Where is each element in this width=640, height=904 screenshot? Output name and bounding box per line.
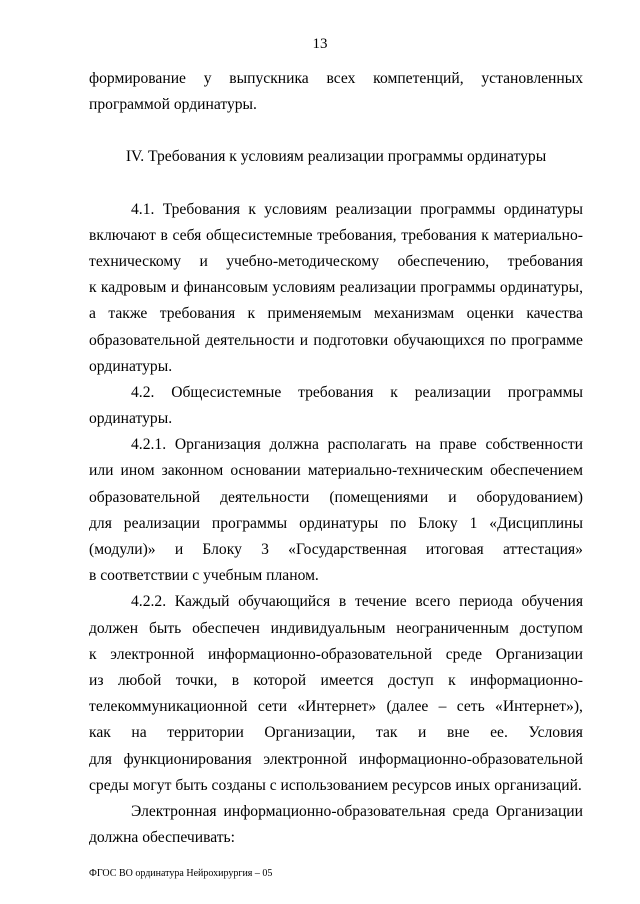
line-text: программой ординатуры.	[89, 96, 257, 114]
word: 1	[469, 514, 478, 532]
line-text: IV. Требования к условиям реализации программы ординатуры	[125, 148, 547, 166]
word: и	[170, 279, 180, 297]
word: обучающийся	[238, 593, 331, 611]
word: механизмам	[373, 305, 455, 323]
word: Организации	[495, 645, 583, 663]
word: ординатуры	[299, 514, 379, 532]
word: должна	[269, 436, 319, 454]
word: телекоммуникационной	[89, 698, 248, 716]
word: программы	[420, 200, 496, 218]
text-line	[89, 354, 583, 380]
text-line	[89, 616, 583, 642]
word: к	[481, 226, 489, 244]
word: всего	[415, 593, 451, 611]
word: обучающихся	[393, 331, 485, 349]
word: Электронная	[131, 802, 217, 820]
text-line	[89, 328, 583, 354]
word: программы	[420, 279, 496, 297]
text-line	[89, 458, 583, 484]
word: ином	[120, 462, 155, 480]
text-line	[89, 249, 583, 275]
word: течение	[354, 593, 407, 611]
word: 4.1.	[131, 200, 155, 218]
word: –	[438, 698, 447, 716]
word: по	[390, 514, 407, 532]
word: так	[375, 724, 398, 742]
text-line	[89, 380, 583, 406]
word: обеспечению,	[397, 252, 490, 270]
line-text: ординатуры.	[89, 410, 173, 428]
word: включают	[89, 226, 156, 244]
text-line	[89, 720, 583, 746]
text-line	[89, 668, 583, 694]
word: требования	[401, 226, 477, 244]
word: и	[418, 724, 427, 742]
text-line	[89, 642, 583, 668]
text-line	[89, 301, 583, 327]
word: для	[89, 750, 112, 768]
word: Организации	[495, 802, 583, 820]
paragraph-gap	[89, 118, 583, 144]
word: должен	[89, 619, 139, 637]
word: требования	[507, 252, 583, 270]
word: деятельности	[205, 331, 295, 349]
text-line	[89, 144, 583, 170]
word: требования	[159, 305, 236, 323]
footer-text: ФГОС ВО ординатура Нейрохирургия – 05	[89, 868, 273, 879]
word: Организации,	[264, 724, 356, 742]
word: в	[231, 671, 240, 689]
word: точки,	[175, 671, 218, 689]
word: по	[489, 331, 506, 349]
word: вне	[446, 724, 470, 742]
line-text: среды могут быть созданы с использованием ресурсов иных организаций.	[89, 776, 582, 794]
word: реализации	[339, 279, 416, 297]
text-line	[89, 485, 583, 511]
word: формирование	[89, 70, 186, 87]
word: реализации	[123, 514, 200, 532]
word: образовательной	[89, 331, 201, 349]
text-line	[89, 747, 583, 773]
word: подготовки	[313, 331, 389, 349]
word: в	[338, 593, 347, 611]
page-number: 13	[312, 36, 328, 52]
word: информационно-	[469, 671, 583, 689]
word: также	[108, 305, 148, 323]
word: к	[89, 279, 97, 297]
word: информационно-образовательная	[223, 802, 446, 820]
text-line	[89, 511, 583, 537]
word: и	[199, 252, 208, 270]
word: обеспечен	[192, 619, 260, 637]
word: Блоку	[418, 514, 458, 532]
text-line	[89, 275, 583, 301]
word: ординатуры	[503, 200, 583, 218]
word: компетенций,	[373, 70, 464, 87]
word: к	[247, 305, 256, 323]
text-line	[89, 825, 583, 851]
document-body	[89, 66, 583, 851]
word: функционирования	[123, 750, 252, 768]
word: доступ	[387, 671, 434, 689]
word: индивидуальным	[270, 619, 386, 637]
word: 4.2.2.	[131, 593, 167, 611]
word: Организация	[174, 436, 261, 454]
word: к	[248, 200, 256, 218]
word: неограниченным	[396, 619, 509, 637]
word: на	[131, 724, 147, 742]
word: периода	[459, 593, 513, 611]
word: Блоку	[202, 541, 242, 558]
word: программе	[511, 331, 583, 349]
section-heading	[89, 144, 583, 170]
word: «Интернет»),	[495, 698, 583, 716]
paragraph-gap	[89, 171, 583, 197]
text-line	[89, 92, 583, 118]
word: Общесистемные	[171, 383, 282, 401]
word: к	[448, 671, 456, 689]
paragraph	[89, 66, 583, 118]
word: информационно-образовательной	[207, 645, 433, 663]
word: (далее	[386, 698, 429, 716]
word: «Дисциплины	[489, 514, 583, 532]
word: материально-техническим	[307, 462, 484, 480]
text-line	[89, 563, 583, 589]
word: требования,	[317, 226, 397, 244]
word: учебно-методическому	[226, 252, 380, 270]
word: 4.2.1.	[131, 436, 167, 454]
word: (модули)»	[89, 541, 156, 558]
word: Каждый	[174, 593, 230, 611]
word: в	[160, 226, 168, 244]
word: оборудованием)	[476, 488, 583, 506]
word: общесистемные	[205, 226, 313, 244]
word: а	[89, 305, 96, 323]
word: Требования	[162, 200, 241, 218]
line-text: ординатуры.	[89, 357, 173, 375]
word: быть	[148, 619, 182, 637]
line-text: должна обеспечивать:	[89, 829, 236, 847]
paragraph	[89, 197, 583, 380]
word: из	[89, 671, 104, 689]
word: реализации	[335, 200, 412, 218]
word: 4.2.	[131, 383, 155, 401]
word: и	[299, 331, 309, 349]
word: применяемым	[267, 305, 362, 323]
word: доступом	[519, 619, 583, 637]
word: «Государственная	[288, 541, 407, 558]
word: законном	[161, 462, 224, 480]
word: аттестация»	[502, 541, 583, 558]
word: или	[89, 462, 114, 480]
word: выпускника	[229, 70, 309, 87]
word: территории	[167, 724, 244, 742]
text-line	[89, 773, 583, 799]
word: техническому	[89, 252, 182, 270]
paragraph	[89, 432, 583, 589]
word: оценки	[466, 305, 514, 323]
word: любой	[117, 671, 162, 689]
text-line	[89, 799, 583, 825]
word: реализации	[414, 383, 491, 401]
word: программы	[211, 514, 288, 532]
text-line	[89, 197, 583, 223]
word: условиям	[272, 279, 336, 297]
word: обеспечением	[490, 462, 583, 480]
text-line	[89, 694, 583, 720]
word: информационно-образовательной	[358, 750, 583, 768]
word: основании	[230, 462, 301, 480]
word: электронной	[263, 750, 348, 768]
line-text: в соответствии с учебным планом.	[89, 567, 319, 585]
word: сеть	[456, 698, 485, 716]
word: 3	[261, 541, 269, 558]
word: Условия	[528, 724, 583, 742]
word: ординатуры,	[499, 279, 583, 297]
text-line	[89, 589, 583, 615]
word: финансовым	[183, 279, 268, 297]
word: себя	[172, 226, 202, 244]
word: ее.	[490, 724, 508, 742]
word: кадровым	[100, 279, 167, 297]
word: (помещениями	[329, 488, 429, 506]
text-line	[89, 432, 583, 458]
word: для	[89, 514, 112, 532]
word: и	[448, 488, 457, 506]
word: электронной	[110, 645, 195, 663]
word: праве	[439, 436, 477, 454]
paragraph	[89, 380, 583, 432]
text-line	[89, 537, 583, 563]
word: к	[390, 383, 398, 401]
word: программы	[507, 383, 583, 401]
word: на	[415, 436, 431, 454]
word: у	[203, 70, 212, 87]
text-line	[89, 223, 583, 249]
word: среде	[445, 645, 483, 663]
word: образовательной	[89, 488, 201, 506]
word: сети	[257, 698, 288, 716]
word: которой	[253, 671, 307, 689]
word: условиям	[264, 200, 328, 218]
word: деятельности	[220, 488, 310, 506]
word: и	[174, 541, 184, 558]
word: всех	[326, 70, 356, 87]
word: обучения	[521, 593, 583, 611]
word: располагать	[327, 436, 407, 454]
word: «Интернет»	[297, 698, 377, 716]
word: собственности	[485, 436, 583, 454]
word: среда	[452, 802, 489, 820]
text-line	[89, 66, 583, 92]
word: качества	[526, 305, 583, 323]
word: требования	[298, 383, 374, 401]
paragraph	[89, 799, 583, 851]
word: итоговая	[425, 541, 484, 558]
paragraph	[89, 589, 583, 799]
text-line	[89, 406, 583, 432]
word: материально-	[493, 226, 583, 244]
word: к	[89, 645, 97, 663]
word: имеется	[320, 671, 374, 689]
word: как	[89, 724, 111, 742]
word: установленных	[481, 70, 583, 87]
